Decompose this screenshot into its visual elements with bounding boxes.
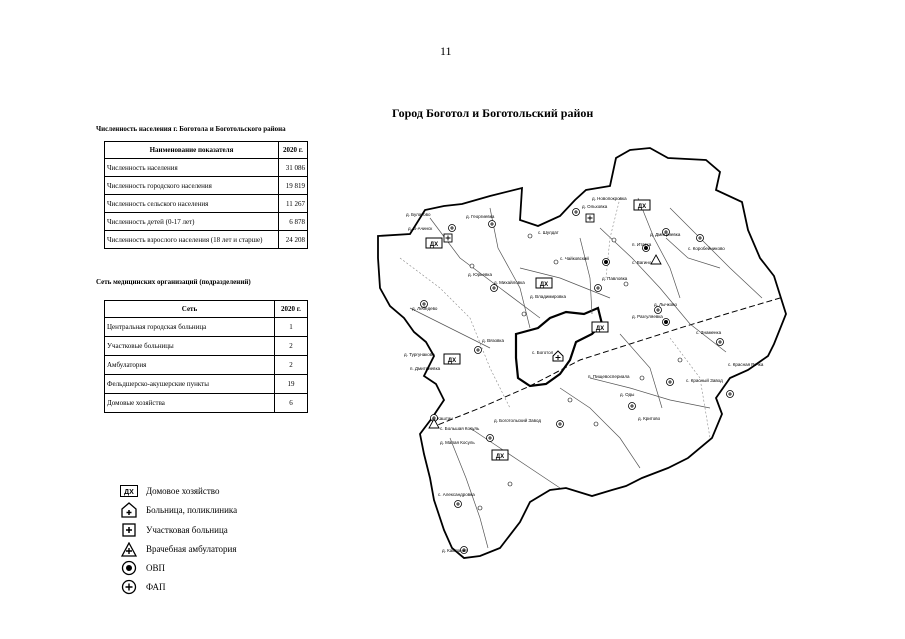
place-label: с. Чайковский — [560, 256, 589, 261]
dx-marker — [444, 354, 460, 364]
ambulatory-icon — [120, 542, 138, 556]
table-row — [105, 231, 308, 249]
row-value: 11 267 — [279, 195, 308, 213]
legend-label: ФАП — [146, 582, 166, 592]
place-label: п. Итатка — [632, 242, 652, 247]
fap-marker — [573, 209, 580, 216]
place-label: д. Разгуляевка — [632, 314, 663, 319]
place-label: п. Пищевоспериала — [588, 374, 630, 379]
table-header-row — [105, 301, 308, 318]
dx-marker-label: ДХ — [595, 326, 605, 332]
table-header-row — [105, 142, 308, 159]
legend-label: Врачебная амбулатория — [146, 544, 237, 554]
village-dot — [594, 422, 598, 426]
place-label: с. Коробейниково — [688, 246, 725, 251]
header-year: 2020 г. — [279, 142, 308, 159]
ambulatory-marker — [651, 255, 661, 264]
place-label: д. Малая Косуль — [440, 440, 475, 445]
place-label: д. Каштан — [432, 416, 453, 421]
place-label: д. Тургунаково — [404, 352, 435, 357]
row-value: 2 — [275, 337, 308, 356]
row-label: Численность городского населения — [105, 177, 279, 195]
place-label: д. Лебедево — [412, 306, 438, 311]
fap-marker — [455, 501, 462, 508]
table-row — [105, 177, 308, 195]
row-value: 1 — [275, 318, 308, 337]
dx-marker — [634, 200, 650, 210]
place-label: с. Красная Речка — [728, 362, 764, 367]
row-value: 19 — [275, 375, 308, 394]
place-label: д. Георгиевка — [466, 214, 495, 219]
fap-icon — [120, 580, 138, 594]
population-title: Численность населения г. Боготола и Боготольского района — [96, 125, 286, 133]
village-dot — [624, 282, 628, 286]
place-label: д. Павловка — [602, 276, 628, 281]
place-label: с. Знаменка — [696, 330, 722, 335]
dx-marker-label: ДХ — [429, 242, 439, 248]
ovp-icon — [120, 561, 138, 575]
place-label: д. Кампания — [442, 548, 468, 553]
village-dot — [612, 238, 616, 242]
ovp-marker — [603, 259, 610, 266]
legend-item-ovp — [120, 561, 165, 575]
fap-marker — [667, 379, 674, 386]
place-label: п. Дмитриевка — [410, 366, 441, 371]
place-label: с. Красный Завод — [686, 378, 723, 383]
village-dot — [640, 376, 644, 380]
legend-label: Домовое хозяйство — [146, 486, 220, 496]
place-label: с. Боготол — [532, 350, 554, 355]
row-label: Участковые больницы — [105, 337, 275, 356]
legend-label: ОВП — [146, 563, 166, 573]
place-label: д. Лычково — [654, 302, 678, 307]
place-label: д. Оды — [620, 392, 635, 397]
row-value: 6 878 — [279, 213, 308, 231]
place-label: д. Михайловка — [494, 280, 525, 285]
row-label: Численность взрослого населения (18 лет и старше) — [105, 231, 279, 249]
place-labels — [404, 196, 764, 553]
legend-label: Больница, поликлиника — [146, 505, 238, 515]
place-label: д. Дмитриевка — [650, 232, 681, 237]
district-hospital-marker — [586, 214, 594, 222]
place-label: д. Вязовка — [482, 338, 504, 343]
dx-marker-label: ДХ — [539, 282, 549, 288]
population-table — [104, 141, 308, 249]
village-dot — [478, 506, 482, 510]
header-indicator: Наименование показателя — [105, 142, 279, 159]
row-value: 6 — [275, 394, 308, 413]
place-label: д. Булатово — [406, 212, 431, 217]
hospital-icon — [120, 503, 138, 517]
place-label: с. Александровка — [438, 492, 475, 497]
dx-marker-label: ДХ — [447, 358, 457, 364]
legend-item-fap — [120, 580, 166, 594]
dx-box-icon — [120, 484, 138, 498]
dx-marker-label: ДХ — [495, 454, 505, 460]
dx-marker — [536, 278, 552, 288]
row-label: Амбулатория — [105, 356, 275, 375]
fap-marker — [491, 285, 498, 292]
ovp-marker — [663, 319, 670, 326]
fap-marker — [629, 403, 636, 410]
fap-marker — [489, 221, 496, 228]
district-hospital-marker — [444, 234, 452, 242]
fap-marker — [655, 307, 662, 314]
legend-item-ambulatory — [120, 542, 237, 556]
row-value: 24 208 — [279, 231, 308, 249]
table-row — [105, 159, 308, 177]
table-row — [105, 337, 308, 356]
table-row — [105, 195, 308, 213]
place-label: д. Боготольский Завод — [494, 418, 541, 423]
place-label: д. В-Ачинск — [408, 226, 433, 231]
village-dot — [678, 358, 682, 362]
village-dot — [568, 398, 572, 402]
network-table — [104, 300, 308, 413]
place-label: с. Большая Косуль — [440, 426, 480, 431]
fap-marker — [487, 435, 494, 442]
legend-item-district-hospital — [120, 523, 228, 537]
place-label: д. Владимировка — [530, 294, 566, 299]
village-dot — [522, 312, 526, 316]
village-dot — [528, 234, 532, 238]
row-label: Фельдшерско-акушерские пункты — [105, 375, 275, 394]
svg-text:ДХ: ДХ — [124, 489, 134, 496]
row-label: Численность сельского населения — [105, 195, 279, 213]
row-label: Домовые хозяйства — [105, 394, 275, 413]
dx-marker — [592, 322, 608, 332]
place-label: д. Новопокровка — [592, 196, 627, 201]
legend-item-hospital — [120, 503, 237, 517]
fap-marker — [697, 235, 704, 242]
table-row — [105, 375, 308, 394]
row-label: Центральная городская больница — [105, 318, 275, 337]
place-label: с. Вагино — [632, 260, 652, 265]
dx-marker-label: ДХ — [637, 204, 647, 210]
table-row — [105, 394, 308, 413]
district-hospital-icon — [120, 523, 138, 537]
fap-marker — [449, 225, 456, 232]
legend-item-dx — [120, 484, 220, 498]
hospital-marker — [553, 351, 563, 361]
header-year: 2020 г. — [275, 301, 308, 318]
dx-marker — [492, 450, 508, 460]
page-number: 11 — [440, 44, 452, 58]
place-label: д. Ольховка — [582, 204, 608, 209]
row-value: 19 819 — [279, 177, 308, 195]
fap-marker — [595, 285, 602, 292]
legend-label: Участковая больница — [146, 525, 228, 535]
header-network: Сеть — [105, 301, 275, 318]
map-title: Город Боготол и Боготольский район — [392, 106, 594, 120]
row-label: Численность населения — [105, 159, 279, 177]
place-label: д. Критово — [638, 416, 661, 421]
dx-marker — [426, 238, 442, 248]
fap-marker — [727, 391, 734, 398]
table-row — [105, 356, 308, 375]
fap-marker — [475, 347, 482, 354]
village-dot — [554, 260, 558, 264]
village-dot — [508, 482, 512, 486]
fap-marker — [557, 421, 564, 428]
district-map — [370, 138, 800, 568]
table-row — [105, 318, 308, 337]
network-title: Сеть медицинских организаций (подразделений) — [96, 278, 251, 286]
table-row — [105, 213, 308, 231]
row-label: Численность детей (0-17 лет) — [105, 213, 279, 231]
row-value: 2 — [275, 356, 308, 375]
place-label: с. Шулдат — [538, 230, 559, 235]
row-value: 31 086 — [279, 159, 308, 177]
fap-marker — [717, 339, 724, 346]
place-label: д. Юрьевка — [468, 272, 492, 277]
village-dot — [470, 264, 474, 268]
